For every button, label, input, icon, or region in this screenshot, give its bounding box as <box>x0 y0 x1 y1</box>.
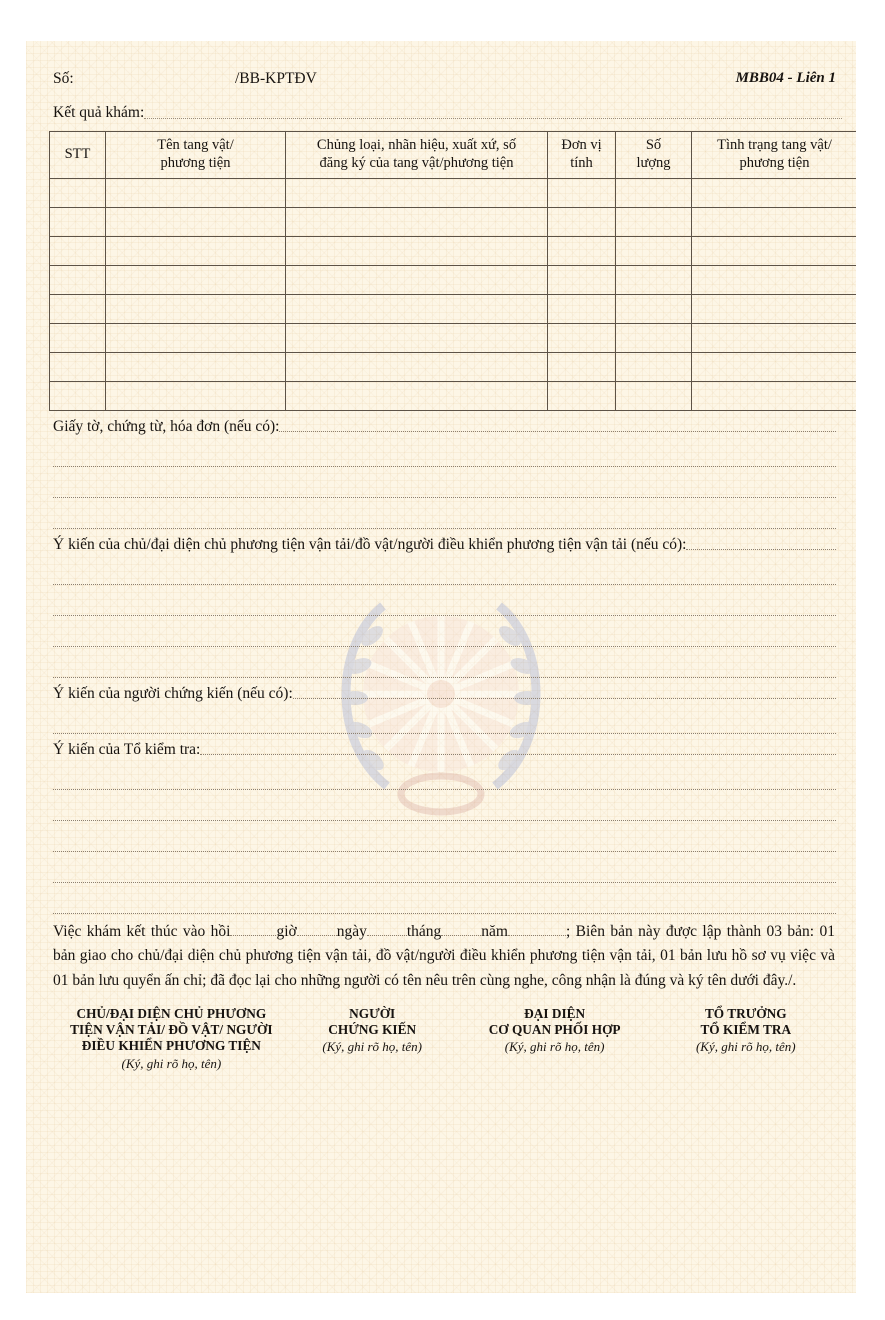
day-blank[interactable] <box>297 935 337 936</box>
form-header <box>40 66 842 96</box>
form-id-badge: MBB04 - Liên 1 <box>735 70 836 86</box>
cell-unit[interactable] <box>548 178 616 207</box>
closing-label-hour: giờ <box>276 922 297 940</box>
cell-quantity[interactable] <box>616 352 692 381</box>
table-row <box>50 352 857 381</box>
section-label: Ý kiến của Tổ kiểm tra: <box>53 740 201 758</box>
cell-stt[interactable] <box>50 323 106 352</box>
cell-item-name[interactable] <box>106 236 286 265</box>
table-row <box>50 207 857 236</box>
table-row <box>50 294 857 323</box>
col-header-item-name <box>106 132 286 179</box>
signature-owner-l1: CHỦ/ĐẠI DIỆN CHỦ PHƯƠNG <box>76 1005 267 1021</box>
section-blank-line[interactable] <box>53 790 836 821</box>
cell-item-name[interactable] <box>106 265 286 294</box>
section-heading <box>53 536 842 554</box>
col-header-stt-l1: STT <box>64 146 91 163</box>
signature-witness-l1: NGƯỜI <box>349 1005 396 1021</box>
signature-block-coordinating-agency <box>454 1006 656 1072</box>
col-header-unit-l2: tính <box>570 155 593 172</box>
month-blank[interactable] <box>367 935 407 936</box>
cell-description[interactable] <box>286 178 548 207</box>
evidence-table-body <box>50 178 857 410</box>
cell-description[interactable] <box>286 294 548 323</box>
col-header-quantity <box>616 132 692 179</box>
table-row <box>50 381 857 410</box>
cell-description[interactable] <box>286 207 548 236</box>
signature-agency-l1: ĐẠI DIỆN <box>524 1005 586 1021</box>
cell-quantity[interactable] <box>616 207 692 236</box>
col-header-stt <box>50 132 106 179</box>
section-blank-line[interactable] <box>53 585 836 616</box>
cell-quantity[interactable] <box>616 178 692 207</box>
result-heading <box>53 104 842 122</box>
cell-description[interactable] <box>286 236 548 265</box>
col-header-unit-l1: Đơn vị <box>561 137 602 153</box>
cell-unit[interactable] <box>548 236 616 265</box>
cell-item-name[interactable] <box>106 294 286 323</box>
form-code: /BB-KPTĐV <box>235 70 317 87</box>
form-sections <box>40 418 842 914</box>
col-header-condition <box>692 132 857 179</box>
section-blank-line[interactable] <box>53 616 836 647</box>
signature-witness-title <box>291 1006 454 1038</box>
section-heading <box>53 418 842 436</box>
cell-stt[interactable] <box>50 207 106 236</box>
evidence-table <box>49 131 856 411</box>
cell-quantity[interactable] <box>616 323 692 352</box>
section-fill-line[interactable] <box>686 548 836 550</box>
signature-agency-note: (Ký, ghi rõ họ, tên) <box>504 1039 605 1055</box>
cell-condition[interactable] <box>692 178 857 207</box>
cell-unit[interactable] <box>548 294 616 323</box>
cell-condition[interactable] <box>692 352 857 381</box>
section-blank-line[interactable] <box>53 436 836 467</box>
section-heading <box>53 741 842 759</box>
cell-stt[interactable] <box>50 381 106 410</box>
signature-leader-note: (Ký, ghi rõ họ, tên) <box>695 1039 796 1055</box>
col-header-unit <box>548 132 616 179</box>
section-heading <box>53 685 842 703</box>
section-blank-line[interactable] <box>53 647 836 678</box>
signature-witness-note: (Ký, ghi rõ họ, tên) <box>322 1039 423 1055</box>
table-header-row <box>50 132 857 179</box>
section-label: Ý kiến của chủ/đại diện chủ phương tiện vận tải/đồ vật/người điều khiển phương tiện vận tải (nếu có): <box>53 535 687 553</box>
table-row <box>50 265 857 294</box>
section-label: Giấy tờ, chứng từ, hóa đơn (nếu có): <box>53 417 280 435</box>
cell-item-name[interactable] <box>106 178 286 207</box>
signature-owner-note: (Ký, ghi rõ họ, tên) <box>121 1055 222 1071</box>
closing-text-2: ; Biên bản này được lập thành 03 bản: 01 bản giao cho chủ/đại diện chủ phương tiện vận tải, đồ vật/người điều khiển phương tiện vận tải, 01 bản lưu hồ sơ vụ việc và 01 bản lưu quyển ấn chỉ; đã đọc lại cho những người có tên nêu trên cùng nghe, công nhận là đúng và ký tên dưới đây./. <box>53 922 835 989</box>
cell-unit[interactable] <box>548 323 616 352</box>
table-row <box>50 323 857 352</box>
section-fill-line[interactable] <box>293 697 836 699</box>
signature-owner-title <box>52 1006 291 1055</box>
closing-text-1: Việc khám kết thúc vào hồi <box>53 922 231 940</box>
so-label: Số: <box>53 70 74 87</box>
cell-quantity[interactable] <box>616 294 692 323</box>
section-blank-line[interactable] <box>53 759 836 790</box>
section-blank-line[interactable] <box>53 703 836 734</box>
section-witness-opinion <box>40 685 842 734</box>
cell-quantity[interactable] <box>616 381 692 410</box>
year-blank[interactable] <box>441 935 481 936</box>
signature-row <box>40 1006 842 1072</box>
section-inspection-team-opinion <box>40 741 842 914</box>
section-fill-line[interactable] <box>200 753 836 755</box>
closing-label-day: ngày <box>336 922 367 940</box>
year-value-blank[interactable] <box>508 935 566 936</box>
cell-condition[interactable] <box>692 236 857 265</box>
signature-leader-l1: TỔ TRƯỞNG <box>704 1005 787 1021</box>
cell-stt[interactable] <box>50 294 106 323</box>
closing-label-month: tháng <box>406 922 442 940</box>
cell-description[interactable] <box>286 323 548 352</box>
section-blank-line[interactable] <box>53 821 836 852</box>
section-blank-line[interactable] <box>53 554 836 585</box>
cell-item-name[interactable] <box>106 381 286 410</box>
cell-condition[interactable] <box>692 294 857 323</box>
cell-stt[interactable] <box>50 265 106 294</box>
cell-unit[interactable] <box>548 381 616 410</box>
closing-paragraph <box>53 920 835 993</box>
signature-owner-l3: ĐIỀU KHIỂN PHƯƠNG TIỆN <box>81 1038 261 1054</box>
signature-witness-l2: CHỨNG KIẾN <box>328 1022 417 1038</box>
document-page <box>26 41 856 1293</box>
section-label: Ý kiến của người chứng kiến (nếu có): <box>53 684 293 702</box>
cell-condition[interactable] <box>692 265 857 294</box>
signature-agency-title <box>454 1006 656 1038</box>
signature-leader-l2: TỔ KIỂM TRA <box>700 1022 792 1038</box>
col-header-quantity-l1: Số <box>645 137 662 153</box>
section-blank-line[interactable] <box>53 852 836 883</box>
cell-item-name[interactable] <box>106 323 286 352</box>
cell-item-name[interactable] <box>106 207 286 236</box>
result-fill-line[interactable] <box>144 117 842 119</box>
cell-stt[interactable] <box>50 236 106 265</box>
cell-description[interactable] <box>286 352 548 381</box>
cell-unit[interactable] <box>548 207 616 236</box>
col-header-description-l2: đăng ký của tang vật/phương tiện <box>319 155 514 172</box>
signature-agency-l2: CƠ QUAN PHỐI HỢP <box>488 1022 621 1038</box>
section-blank-line[interactable] <box>53 498 836 529</box>
cell-condition[interactable] <box>692 323 857 352</box>
cell-stt[interactable] <box>50 352 106 381</box>
col-header-condition-l1: Tình trạng tang vật/ <box>717 137 832 153</box>
signature-block-witness <box>291 1006 454 1072</box>
cell-description[interactable] <box>286 381 548 410</box>
cell-quantity[interactable] <box>616 265 692 294</box>
signature-owner-l2: TIỆN VẬN TẢI/ ĐỒ VẬT/ NGƯỜI <box>70 1022 273 1038</box>
section-blank-line[interactable] <box>53 467 836 498</box>
signature-block-owner <box>52 1006 291 1072</box>
col-header-description <box>286 132 548 179</box>
col-header-condition-l2: phương tiện <box>739 155 810 172</box>
hour-blank[interactable] <box>230 935 276 936</box>
cell-item-name[interactable] <box>106 352 286 381</box>
section-documents <box>40 418 842 529</box>
signature-leader-title <box>656 1006 836 1038</box>
signature-block-team-leader <box>656 1006 836 1072</box>
section-fill-line[interactable] <box>279 430 836 432</box>
col-header-description-l1: Chủng loại, nhãn hiệu, xuất xứ, số <box>316 137 517 153</box>
col-header-quantity-l2: lượng <box>636 155 671 172</box>
section-owner-opinion <box>40 536 842 678</box>
cell-unit[interactable] <box>548 352 616 381</box>
cell-condition[interactable] <box>692 381 857 410</box>
cell-unit[interactable] <box>548 265 616 294</box>
cell-description[interactable] <box>286 265 548 294</box>
section-blank-line[interactable] <box>53 883 836 914</box>
col-header-item-name-l2: phương tiện <box>160 155 231 172</box>
cell-quantity[interactable] <box>616 236 692 265</box>
result-label: Kết quả khám: <box>53 104 145 121</box>
closing-label-year: năm <box>481 922 508 940</box>
col-header-item-name-l1: Tên tang vật/ <box>157 137 234 153</box>
cell-stt[interactable] <box>50 178 106 207</box>
cell-condition[interactable] <box>692 207 857 236</box>
table-row <box>50 236 857 265</box>
table-row <box>50 178 857 207</box>
